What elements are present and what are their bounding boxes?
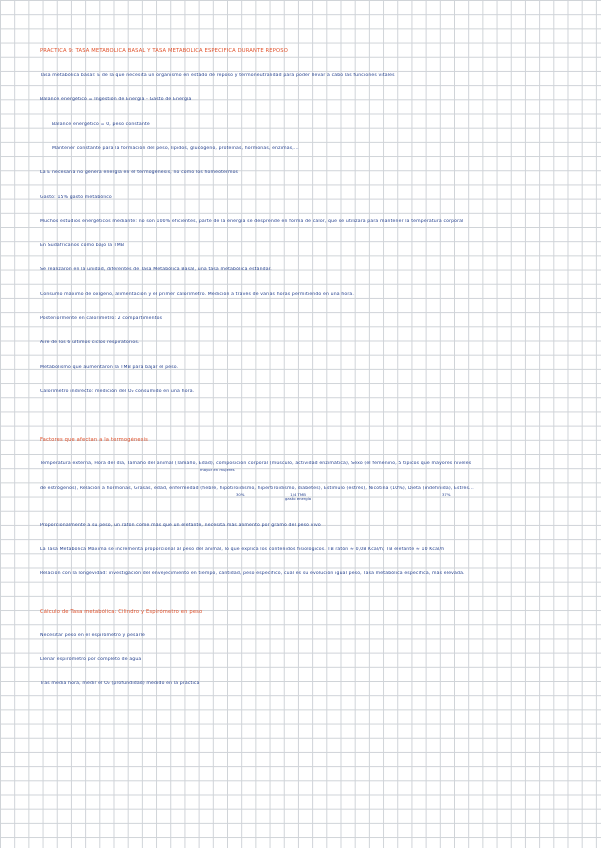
- note-line: Balance energético = 0, peso constante: [52, 122, 150, 127]
- section-heading-calculation: Cálculo de Tasa metabólica: Cilindro y Espirómetro en peso: [40, 609, 203, 615]
- note-line: Calorímetro indirecto: medición del O₂ consumido en una hora.: [40, 389, 195, 394]
- note-line: Proporcionalmente a su peso, un ratón come más que un elefante, necesita más alimento por gramo del peso vivo: [40, 523, 321, 528]
- note-line: La E necesaria no genera energía en el termogénesis, no como los homeotermos: [40, 170, 239, 175]
- note-line: Se realizaron en la unidad, diferentes de Tasa Metabólica Basal, una tasa metabólica estándar.: [40, 267, 272, 272]
- sub-note: 30%: [236, 492, 245, 497]
- note-line: Metabolismo que aumentaron la TMB para bajar el peso.: [40, 365, 179, 370]
- sub-note: 1/4 TMB gasto energía: [285, 492, 312, 502]
- note-line: En Sudafricanos como bajo la TMB: [40, 243, 125, 248]
- note-line: Gasto: 15% gasto metabólico: [40, 195, 112, 200]
- sub-note: 37%: [442, 492, 451, 497]
- note-line: La Tasa Metabólica Máxima se incrementa proporcional al peso del animal, lo que explica los contenidos fisiológicos. TB ratón ≈ 0,08 Kcal/h; TB elefante ≈ 10 Kcal/h: [40, 547, 445, 552]
- note-line: Mantener constante para la formación del peso, lípidos, glucógeno, proteínas, hormonas, enzimas,...: [52, 146, 299, 151]
- note-line: de estrógenos), Relación a hormonas, Grasas, edad, enfermedad (fiebre, hipotiroidismo, hipertiroidismo, diabetes), Estímulo (estrés), Nicotina (10%), Dieta (indefinida), Estrés...: [40, 486, 474, 491]
- note-line: Balance energético = Ingestión de Energía - Gasto de Energía: [40, 97, 192, 102]
- note-line: Muchos estudios energéticos mediante: no son 100% eficientes, parte de la energía se desprende en forma de calor, que se utilizara para mantener la temperatura corporal: [40, 219, 464, 224]
- note-line: Necesitar peso en el espirómetro y pesarle: [40, 633, 146, 638]
- note-line: Consumo máximo de oxígeno, alimentación y el primer calorímetro. Medición a través de varias horas permitiendo en una hora.: [40, 292, 354, 297]
- note-line: Aire de los 6 últimos ciclos respiratorios.: [40, 340, 140, 345]
- section-heading-factors: Factores que afectan a la termogénesis: [40, 437, 149, 443]
- note-line: Posteriormente en calorímetro: 2 compartimentos: [40, 316, 163, 321]
- note-line: Relación con la longevidad: investigación del envejecimiento en tiempo, cantidad, peso específico, cuál es su evolución igual peso, Tasa metabólica específica, más elevada.: [40, 571, 465, 576]
- page-heading: PRÁCTICA 9: TASA METABÓLICA BASAL Y TASA METABÓLICA ESPECÍFICA DURANTE REPOSO: [40, 48, 288, 54]
- note-line: Tasa metabólica basal: E de la que necesita un organismo en estado de reposo y termoneutralidad para poder llevar a cabo las funciones vitales: [40, 73, 395, 78]
- note-line: Temperatura externa, Hora del día, Tamaño del animal (Tamaño, Edad), composición corporal (músculo, actividad enzimática), Sexo (el femenino, 5 típicos que mayores niveles: [40, 461, 472, 466]
- sub-note: mayor en mujeres: [200, 467, 235, 472]
- note-line: Llenar espirómetro por completo de agua: [40, 657, 142, 662]
- note-line: Tras media hora, medir el O₂ (profundidad) medido en la práctica: [40, 681, 200, 686]
